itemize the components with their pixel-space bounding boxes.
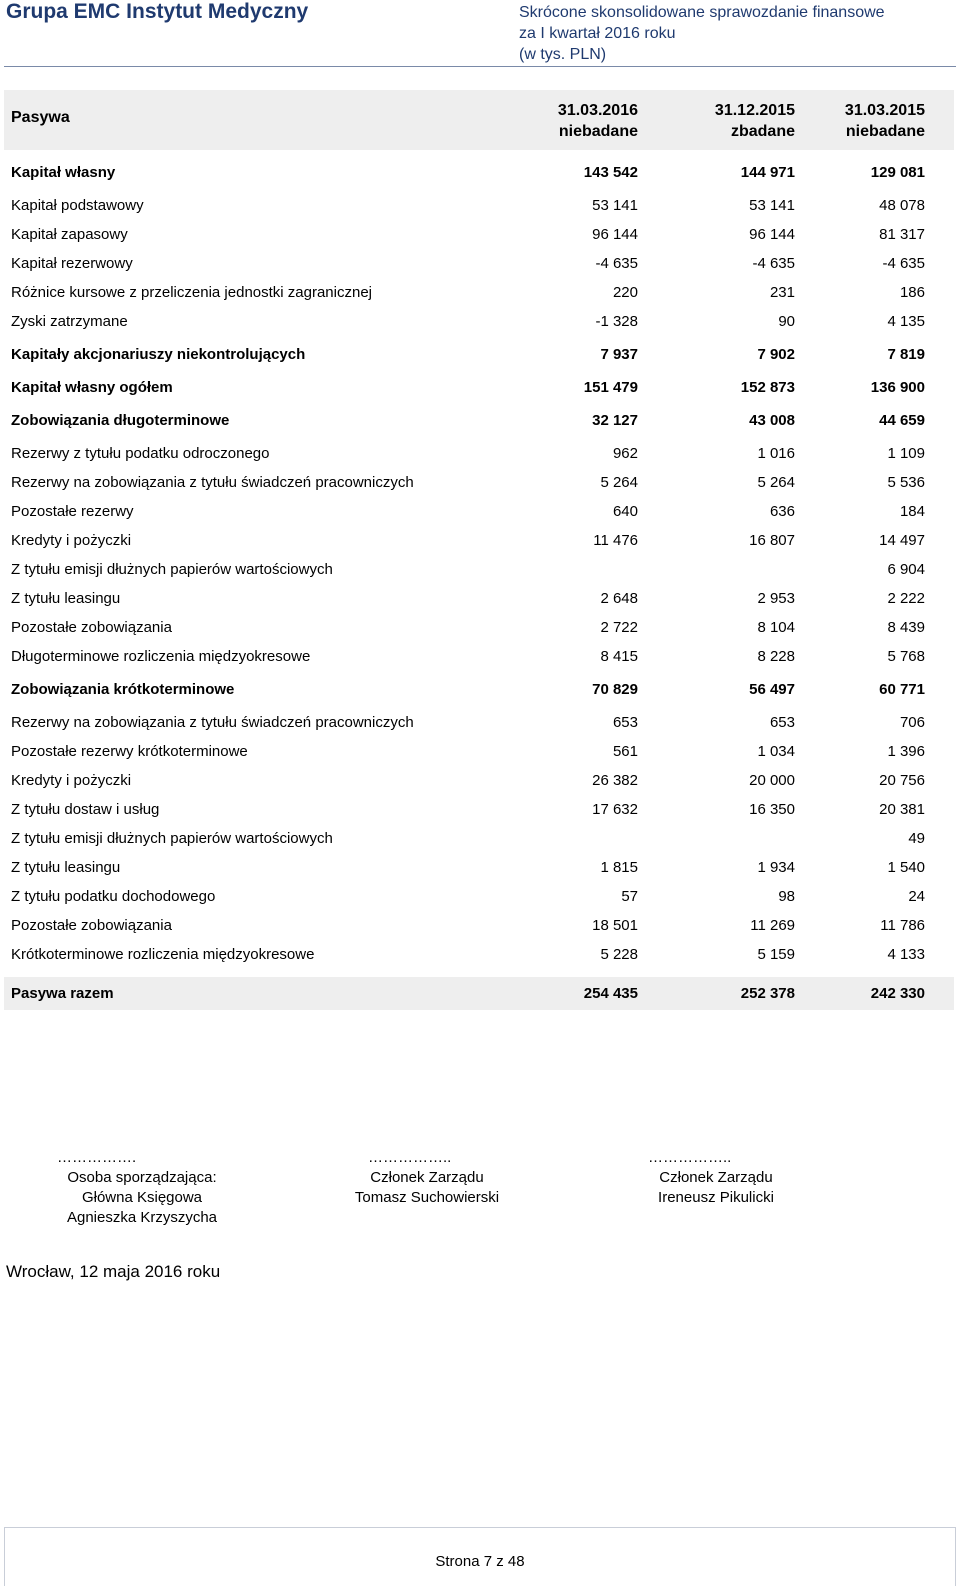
table-row (4, 278, 954, 307)
table-row (4, 406, 954, 435)
cell-value: 56 497 (749, 681, 795, 698)
cell-value: 2 648 (600, 590, 638, 607)
table-row (4, 220, 954, 249)
table-row (4, 708, 954, 737)
cell-value: 6 904 (887, 561, 925, 578)
row-label: Kapitał zapasowy (11, 226, 128, 243)
cell-value: 20 000 (749, 772, 795, 789)
cell-value: 184 (899, 503, 925, 520)
signature-line: …………….. (368, 1149, 452, 1166)
table-row (4, 373, 954, 402)
cell-value: 7 902 (757, 346, 795, 363)
cell-value: 231 (769, 284, 795, 301)
cell-value: 1 396 (887, 743, 925, 760)
row-label: Kredyty i pożyczki (11, 532, 132, 549)
row-label: Z tytułu leasingu (11, 590, 121, 607)
table-title: Pasywa (11, 109, 70, 126)
row-label: Pasywa razem (11, 985, 114, 1002)
cell-value: 98 (778, 888, 795, 905)
signature-person: Tomasz Suchowierski (354, 1189, 500, 1206)
cell-value: 70 829 (592, 681, 638, 698)
signature-person: Agnieszka Krzyszycha (66, 1209, 218, 1226)
cell-value: 5 264 (600, 474, 638, 491)
cell-value: 53 141 (749, 197, 795, 214)
cell-value: 143 542 (583, 164, 638, 181)
row-label: Długoterminowe rozliczenia międzyokresowe (11, 648, 311, 665)
cell-value: -4 635 (752, 255, 795, 272)
cell-value: 252 378 (740, 985, 795, 1002)
cell-value: -1 328 (595, 313, 638, 330)
cell-value: 129 081 (870, 164, 925, 181)
cell-value: 32 127 (592, 412, 638, 429)
row-label: Krótkoterminowe rozliczenia międzyokresowe (11, 946, 315, 963)
cell-value: 561 (612, 743, 638, 760)
cell-value: 2 722 (600, 619, 638, 636)
row-label: Z tytułu emisji dłużnych papierów wartościowych (11, 830, 333, 847)
cell-value: 24 (908, 888, 925, 905)
cell-value: 636 (769, 503, 795, 520)
row-label: Kapitał własny ogółem (11, 379, 173, 396)
cell-value: 8 439 (887, 619, 925, 636)
table-row (4, 613, 954, 642)
cell-value: 26 382 (592, 772, 638, 789)
report-period: za I kwartał 2016 roku (519, 25, 676, 42)
cell-value: 16 350 (749, 801, 795, 818)
row-label: Rezerwy na zobowiązania z tytułu świadczeń pracowniczych (11, 474, 414, 491)
cell-value: 60 771 (879, 681, 925, 698)
table-row (4, 824, 954, 853)
signature-line: ……………. (57, 1149, 137, 1166)
row-label: Rezerwy na zobowiązania z tytułu świadczeń pracowniczych (11, 714, 414, 731)
table-row (4, 526, 954, 555)
row-label: Różnice kursowe z przeliczenia jednostki zagranicznej (11, 284, 373, 301)
row-label: Pozostałe rezerwy krótkoterminowe (11, 743, 248, 760)
cell-value: 7 819 (887, 346, 925, 363)
column-status: niebadane (845, 123, 925, 140)
cell-value: 48 078 (879, 197, 925, 214)
column-header (794, 100, 925, 142)
row-label: Z tytułu leasingu (11, 859, 121, 876)
cell-value: 962 (612, 445, 638, 462)
cell-value: 44 659 (879, 412, 925, 429)
row-label: Z tytułu emisji dłużnych papierów wartościowych (11, 561, 333, 578)
row-label: Pozostałe zobowiązania (11, 917, 172, 934)
page-number: Strona 7 z 48 (435, 1553, 525, 1570)
cell-value: 706 (899, 714, 925, 731)
cell-value: 17 632 (592, 801, 638, 818)
place-and-date: Wrocław, 12 maja 2016 roku (6, 1262, 221, 1281)
column-date: 31.12.2015 (714, 102, 795, 119)
cell-value: 90 (778, 313, 795, 330)
signature-role: Członek Zarządu (370, 1169, 484, 1186)
table-header (4, 90, 954, 150)
cell-value: 8 228 (757, 648, 795, 665)
column-header (504, 100, 638, 142)
cell-value: 254 435 (583, 985, 638, 1002)
report-header (519, 2, 959, 65)
cell-value: 1 016 (757, 445, 795, 462)
cell-value: -4 635 (595, 255, 638, 272)
table-row (4, 307, 954, 336)
signature-block (344, 1148, 510, 1208)
cell-value: 53 141 (592, 197, 638, 214)
signature-role: Członek Zarządu (659, 1169, 773, 1186)
cell-value: 5 768 (887, 648, 925, 665)
cell-value: 7 937 (600, 346, 638, 363)
report-title: Skrócone skonsolidowane sprawozdanie finansowe (519, 4, 885, 21)
table-row (4, 795, 954, 824)
cell-value: 186 (899, 284, 925, 301)
cell-value: 11 476 (593, 532, 638, 549)
cell-value: 220 (612, 284, 638, 301)
table-row (4, 853, 954, 882)
row-label: Zobowiązania długoterminowe (11, 412, 230, 429)
cell-value: 20 756 (879, 772, 925, 789)
header-divider (4, 66, 956, 67)
cell-value: -4 635 (882, 255, 925, 272)
company-name: Grupa EMC Instytut Medyczny (6, 0, 309, 23)
cell-value: 5 159 (757, 946, 795, 963)
signature-role: Osoba sporządzająca: (67, 1169, 217, 1186)
table-row (4, 642, 954, 671)
page-footer (4, 1527, 956, 1586)
table-row (4, 911, 954, 940)
column-date: 31.03.2015 (844, 102, 925, 119)
signature-block (57, 1148, 227, 1228)
report-unit: (w tys. PLN) (519, 46, 607, 63)
signature-line: …………….. (648, 1149, 732, 1166)
cell-value: 1 815 (600, 859, 638, 876)
table-row (4, 555, 954, 584)
row-label: Z tytułu dostaw i usług (11, 801, 160, 818)
row-label: Zobowiązania krótkoterminowe (11, 681, 235, 698)
cell-value: 136 900 (870, 379, 925, 396)
cell-value: 57 (621, 888, 638, 905)
cell-value: 640 (612, 503, 638, 520)
cell-value: 81 317 (879, 226, 925, 243)
row-label: Kapitał rezerwowy (11, 255, 133, 272)
cell-value: 653 (769, 714, 795, 731)
signature-person: Ireneusz Pikulicki (658, 1189, 774, 1206)
signature-title: Główna Księgowa (81, 1189, 203, 1206)
table-row (4, 158, 954, 187)
cell-value: 49 (908, 830, 925, 847)
row-label: Kapitał własny (11, 164, 116, 181)
cell-value: 1 540 (887, 859, 925, 876)
cell-value: 96 144 (749, 226, 795, 243)
column-header (644, 100, 795, 142)
table-row (4, 977, 954, 1010)
cell-value: 2 222 (887, 590, 925, 607)
table-row (4, 191, 954, 220)
table-row (4, 675, 954, 704)
cell-value: 16 807 (749, 532, 795, 549)
row-label: Pozostałe rezerwy (11, 503, 134, 520)
row-label: Kapitał podstawowy (11, 197, 144, 214)
signature-block (648, 1148, 784, 1208)
cell-value: 96 144 (592, 226, 638, 243)
row-label: Zyski zatrzymane (11, 313, 128, 330)
table-row (4, 249, 954, 278)
cell-value: 2 953 (757, 590, 795, 607)
cell-value: 11 269 (750, 917, 795, 934)
table-row (4, 584, 954, 613)
cell-value: 1 034 (757, 743, 795, 760)
table-row (4, 468, 954, 497)
cell-value: 144 971 (740, 164, 795, 181)
row-label: Z tytułu podatku dochodowego (11, 888, 216, 905)
column-status: niebadane (558, 123, 638, 140)
cell-value: 8 104 (757, 619, 795, 636)
column-date: 31.03.2016 (557, 102, 638, 119)
table-row (4, 737, 954, 766)
table-row (4, 940, 954, 969)
cell-value: 5 228 (600, 946, 638, 963)
table-row (4, 766, 954, 795)
cell-value: 1 934 (757, 859, 795, 876)
cell-value: 20 381 (879, 801, 925, 818)
cell-value: 4 135 (887, 313, 925, 330)
cell-value: 152 873 (740, 379, 795, 396)
cell-value: 14 497 (879, 532, 925, 549)
table-row (4, 340, 954, 369)
row-label: Kapitały akcjonariuszy niekontrolujących (11, 346, 306, 363)
cell-value: 5 264 (757, 474, 795, 491)
liabilities-table (4, 90, 954, 1010)
row-label: Pozostałe zobowiązania (11, 619, 172, 636)
cell-value: 11 786 (880, 917, 925, 934)
table-row (4, 497, 954, 526)
column-status: zbadane (730, 123, 795, 140)
cell-value: 43 008 (749, 412, 795, 429)
row-label: Kredyty i pożyczki (11, 772, 132, 789)
cell-value: 151 479 (583, 379, 638, 396)
cell-value: 653 (612, 714, 638, 731)
cell-value: 18 501 (592, 917, 638, 934)
cell-value: 242 330 (870, 985, 925, 1002)
cell-value: 8 415 (600, 648, 638, 665)
table-row (4, 439, 954, 468)
cell-value: 5 536 (887, 474, 925, 491)
cell-value: 4 133 (887, 946, 925, 963)
cell-value: 1 109 (887, 445, 925, 462)
table-row (4, 882, 954, 911)
row-label: Rezerwy z tytułu podatku odroczonego (11, 445, 270, 462)
